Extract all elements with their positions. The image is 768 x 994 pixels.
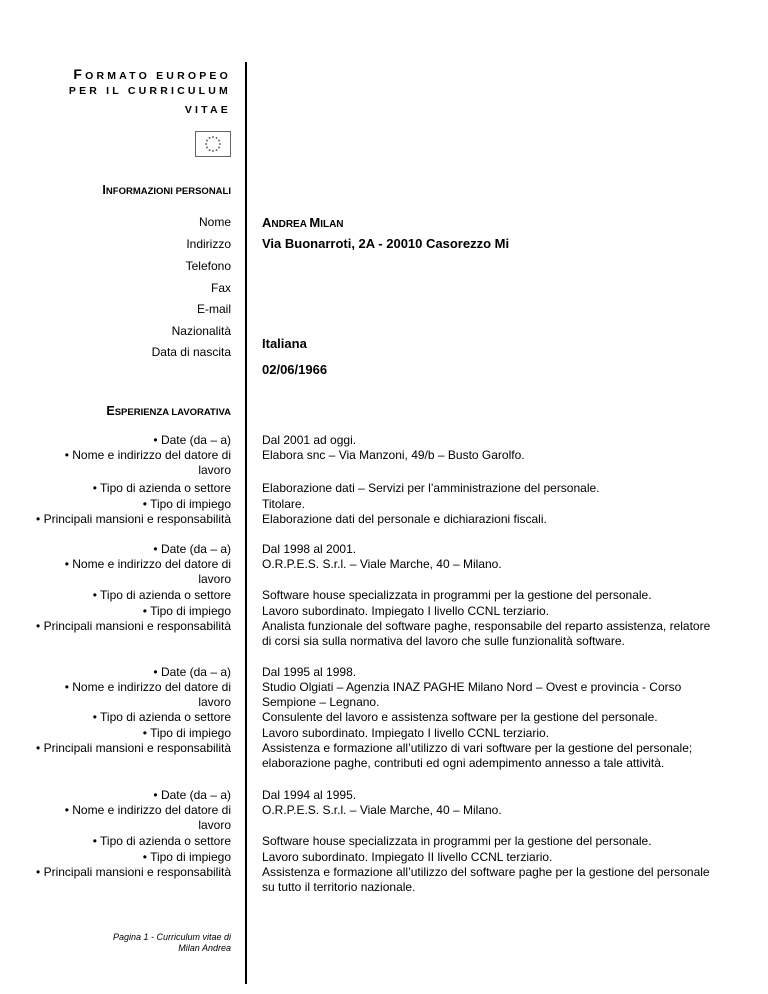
job-type: Titolare. (262, 497, 305, 511)
label-date: • Date (da – a) (153, 665, 231, 679)
job-employer: O.R.P.E.S. S.r.l. – Viale Marche, 40 – Milano. (262, 557, 502, 571)
label-job-type: • Tipo di impiego (142, 850, 231, 864)
job-sector: Software house specializzata in programmi per la gestione del personale. (262, 588, 652, 602)
label-date: • Date (da – a) (153, 788, 231, 802)
job-employer: O.R.P.E.S. S.r.l. – Viale Marche, 40 – Milano. (262, 803, 502, 817)
cv-title-line-2: PER IL CURRICULUM (68, 85, 231, 97)
label-sector: • Tipo di azienda o settore (92, 588, 231, 602)
label-duties: • Principali mansioni e responsabilità (36, 865, 231, 879)
job-duties: Analista funzionale del software paghe, responsabile del reparto assistenza, relatore di corsi sia sulla normativa del lavoro che sulle funzionalità software. (262, 619, 711, 648)
job-duties: Elaborazione dati del personale e dichiarazioni fiscali. (262, 512, 547, 526)
label-date: • Date (da – a) (153, 433, 231, 447)
label-sector: • Tipo di azienda o settore (92, 834, 231, 848)
job-type: Lavoro subordinato. Impiegato I livello CCNL terziario. (262, 604, 550, 618)
label-phone: Telefono (185, 259, 231, 273)
job-sector: Consulente del lavoro e assistenza software per la gestione del personale. (262, 710, 658, 724)
label-employer: • Nome e indirizzo del datore di lavoro (64, 448, 231, 477)
label-job-type: • Tipo di impiego (142, 604, 231, 618)
label-duties: • Principali mansioni e responsabilità (36, 619, 231, 633)
job-date: Dal 2001 ad oggi. (262, 433, 357, 447)
job-date: Dal 1995 al 1998. (262, 665, 357, 679)
job-date: Dal 1998 al 2001. (262, 542, 357, 556)
value-nationality: Italiana (262, 336, 307, 351)
job-date: Dal 1994 al 1995. (262, 788, 357, 802)
job-sector: Software house specializzata in programmi per la gestione del personale. (262, 834, 652, 848)
page-footer-line-1: Pagina 1 - Curriculum vitae di (112, 932, 231, 942)
eu-flag-icon (195, 131, 231, 157)
label-job-type: • Tipo di impiego (142, 497, 231, 511)
label-duties: • Principali mansioni e responsabilità (36, 741, 231, 755)
page-footer-line-2: Milan Andrea (178, 943, 231, 953)
label-email: E-mail (196, 302, 231, 316)
label-date: • Date (da – a) (153, 542, 231, 556)
section-heading-experience: ESPERIENZA LAVORATIVA (106, 404, 231, 418)
label-address: Indirizzo (186, 237, 231, 251)
job-type: Lavoro subordinato. Impiegato II livello CCNL terziario. (262, 850, 553, 864)
section-heading-personal: INFORMAZIONI PERSONALI (102, 183, 231, 197)
value-birth-date: 02/06/1966 (262, 362, 328, 377)
label-sector: • Tipo di azienda o settore (92, 481, 231, 495)
label-employer: • Nome e indirizzo del datore di lavoro (64, 557, 231, 586)
job-duties: Assistenza e formazione all’utilizzo del software paghe per la gestione del personale su tutto il territorio nazionale. (262, 865, 710, 894)
cv-title-line-3: VITAE (184, 104, 231, 116)
label-fax: Fax (210, 281, 231, 295)
label-duties: • Principali mansioni e responsabilità (36, 512, 231, 526)
column-divider (245, 62, 247, 984)
job-duties: Assistenza e formazione all’utilizzo di vari software per la gestione del personale; elaborazione paghe, contributi ed ogni adempimento annesso a tale attività. (262, 741, 693, 770)
label-name: Nome (198, 215, 231, 229)
value-name: ANDREA MILAN (262, 215, 344, 230)
value-address: Via Buonarroti, 2A - 20010 Casorezzo Mi (262, 236, 510, 251)
job-type: Lavoro subordinato. Impiegato I livello CCNL terziario. (262, 726, 550, 740)
label-employer: • Nome e indirizzo del datore di lavoro (64, 680, 231, 709)
label-employer: • Nome e indirizzo del datore di lavoro (64, 803, 231, 832)
label-job-type: • Tipo di impiego (142, 726, 231, 740)
label-sector: • Tipo di azienda o settore (92, 710, 231, 724)
job-sector: Elaborazione dati – Servizi per l’amministrazione del personale. (262, 481, 600, 495)
label-birth-date: Data di nascita (151, 345, 231, 359)
label-nationality: Nazionalità (171, 324, 231, 338)
cv-title-line-1: FORMATO EUROPEO (73, 66, 231, 82)
job-employer: Studio Olgiati – Agenzia INAZ PAGHE Milano Nord – Ovest e provincia - Corso Sempione – Legnano. (262, 680, 682, 709)
job-employer: Elabora snc – Via Manzoni, 49/b – Busto Garolfo. (262, 448, 525, 462)
